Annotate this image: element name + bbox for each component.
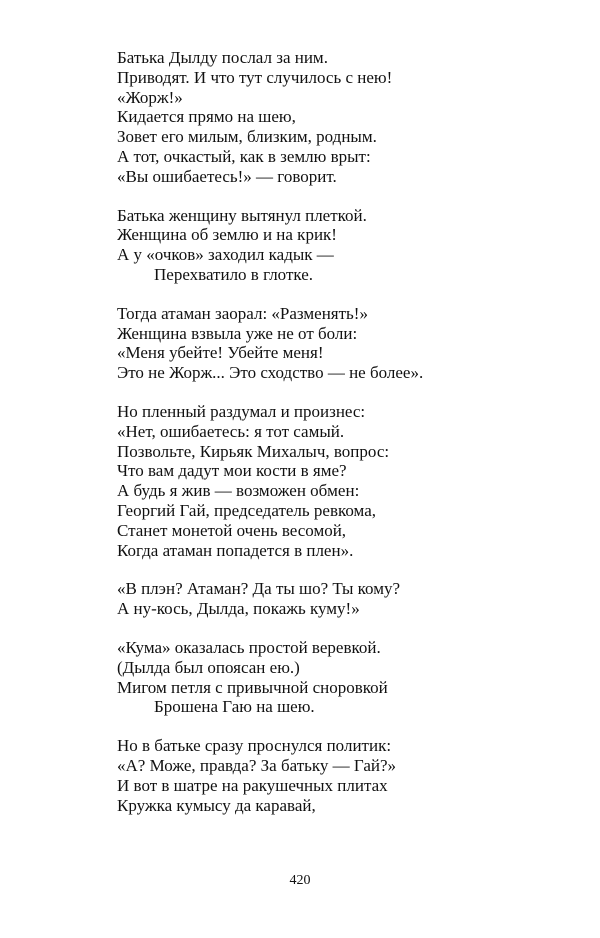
poem-line: Приводят. И что тут случилось с нею! <box>117 67 393 87</box>
stanza <box>117 402 557 560</box>
poem-line: Кружка кумысу да каравай, <box>117 795 316 815</box>
poem-line: Брошена Гаю на шею. <box>154 697 315 717</box>
poem-line: И вот в шатре на ракушечных плитах <box>117 775 388 795</box>
poem-line: Тогда атаман заорал: «Разменять!» <box>117 303 368 323</box>
poem-line: Когда атаман попадется в плен». <box>117 540 354 560</box>
stanza <box>117 579 557 619</box>
stanza <box>117 206 557 285</box>
poem-line: Батька Дылду послал за ним. <box>117 48 328 67</box>
poem-line: Женщина взвыла уже не от боли: <box>117 323 358 343</box>
poem-line: (Дылда был опоясан ею.) <box>117 657 300 677</box>
poem-text <box>117 48 557 834</box>
stanza <box>117 48 557 187</box>
poem-line: «Меня убейте! Убейте меня! <box>117 343 324 363</box>
poem-line: Мигом петля с привычной сноровкой <box>117 677 388 697</box>
poem-line: Станет монетой очень весомой, <box>117 520 347 540</box>
poem-line: Кидается прямо на шею, <box>117 107 296 127</box>
poem-line: «Нет, ошибаетесь: я тот самый. <box>117 421 345 441</box>
poem-line: А тот, очкастый, как в землю врыт: <box>117 146 371 166</box>
poem-line: Георгий Гай, председатель ревкома, <box>117 500 376 520</box>
poem-line: Батька женщину вытянул плеткой. <box>117 205 367 225</box>
poem-line: Позвольте, Кирьяк Михалыч, вопрос: <box>117 441 390 461</box>
poem-line: Но пленный раздумал и произнес: <box>117 401 366 421</box>
stanza <box>117 638 557 717</box>
poem-line: А у «очков» заходил кадык — <box>117 245 334 265</box>
poem-line: «Вы ошибаетесь!» — говорит. <box>117 166 337 186</box>
poem-line: «А? Може, правда? За батьку — Гай?» <box>117 755 397 775</box>
poem-line: А ну-кось, Дылда, покажь куму!» <box>117 599 360 619</box>
poem-line: Перехватило в глотке. <box>154 264 314 284</box>
poem-line: Зовет его милым, близким, родным. <box>117 127 377 147</box>
poem-line: «Жорж!» <box>117 87 183 107</box>
page-number: 420 <box>289 873 311 888</box>
poem-line: «В плэн? Атаман? Да ты шо? Ты кому? <box>117 579 401 599</box>
stanza <box>117 304 557 383</box>
poem-line: Что вам дадут мои кости в яме? <box>117 461 347 481</box>
poem-line: Но в батьке сразу проснулся политик: <box>117 736 392 756</box>
poem-line: «Кума» оказалась простой веревкой. <box>117 637 381 657</box>
poem-line: Это не Жорж... Это сходство — не более». <box>117 363 424 383</box>
poem-line: Женщина об землю и на крик! <box>117 225 337 245</box>
poem-line: А будь я жив — возможен обмен: <box>117 481 360 501</box>
stanza <box>117 736 557 815</box>
